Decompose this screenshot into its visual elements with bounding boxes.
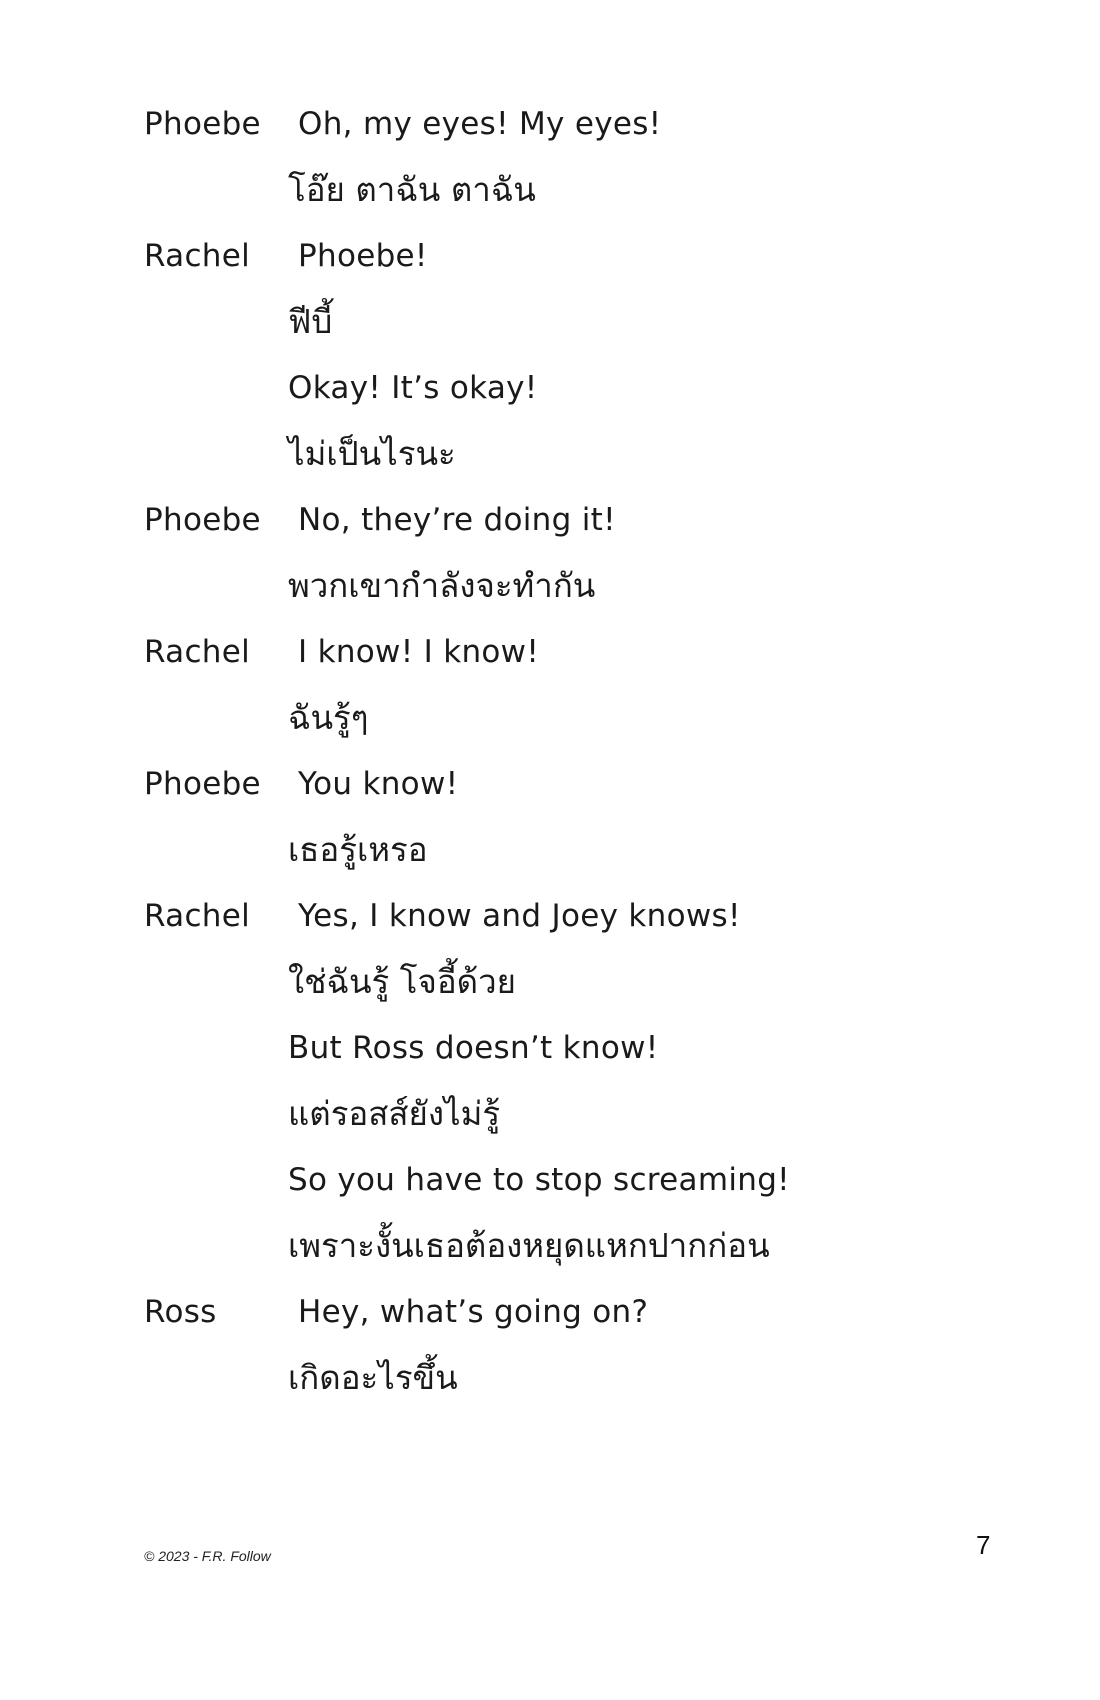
thai-translation-line: เพราะงั้นเธอต้องหยุดแหกปากก่อน xyxy=(288,1226,770,1265)
copyright-notice: © 2023 - F.R. Follow xyxy=(144,1548,271,1564)
speaker-name: Phoebe xyxy=(144,502,261,538)
thai-translation-line: เกิดอะไรขึ้น xyxy=(288,1358,458,1397)
speaker-name: Rachel xyxy=(144,634,251,670)
thai-translation-line: เธอรู้เหรอ xyxy=(288,830,428,869)
english-line: I know! I know! xyxy=(298,634,540,670)
english-line: You know! xyxy=(298,766,459,802)
speaker-name: Phoebe xyxy=(144,766,261,802)
english-line: Oh, my eyes! My eyes! xyxy=(298,106,662,142)
english-line: But Ross doesn’t know! xyxy=(288,1030,659,1066)
english-line: No, they’re doing it! xyxy=(298,502,616,538)
page-number: 7 xyxy=(976,1530,991,1560)
speaker-name: Rachel xyxy=(144,898,251,934)
english-line: Phoebe! xyxy=(298,238,428,274)
speaker-name: Ross xyxy=(144,1294,217,1330)
english-line: Okay! It’s okay! xyxy=(288,370,538,406)
thai-translation-line: โอ๊ย ตาฉัน ตาฉัน xyxy=(288,170,536,209)
english-line: Yes, I know and Joey knows! xyxy=(298,898,741,934)
thai-translation-line: ไม่เป็นไรนะ xyxy=(288,434,456,473)
thai-translation-line: ฟีบี้ xyxy=(288,302,333,341)
thai-translation-line: ใช่ฉันรู้ โจอี้ด้วย xyxy=(288,962,516,1001)
speaker-name: Phoebe xyxy=(144,106,261,142)
thai-translation-line: พวกเขากำลังจะทำกัน xyxy=(288,566,596,605)
speaker-name: Rachel xyxy=(144,238,251,274)
thai-translation-line: ฉันรู้ๆ xyxy=(288,698,369,737)
english-line: Hey, what’s going on? xyxy=(298,1294,649,1330)
thai-translation-line: แต่รอสส์ยังไม่รู้ xyxy=(288,1094,501,1133)
english-line: So you have to stop screaming! xyxy=(288,1162,790,1198)
